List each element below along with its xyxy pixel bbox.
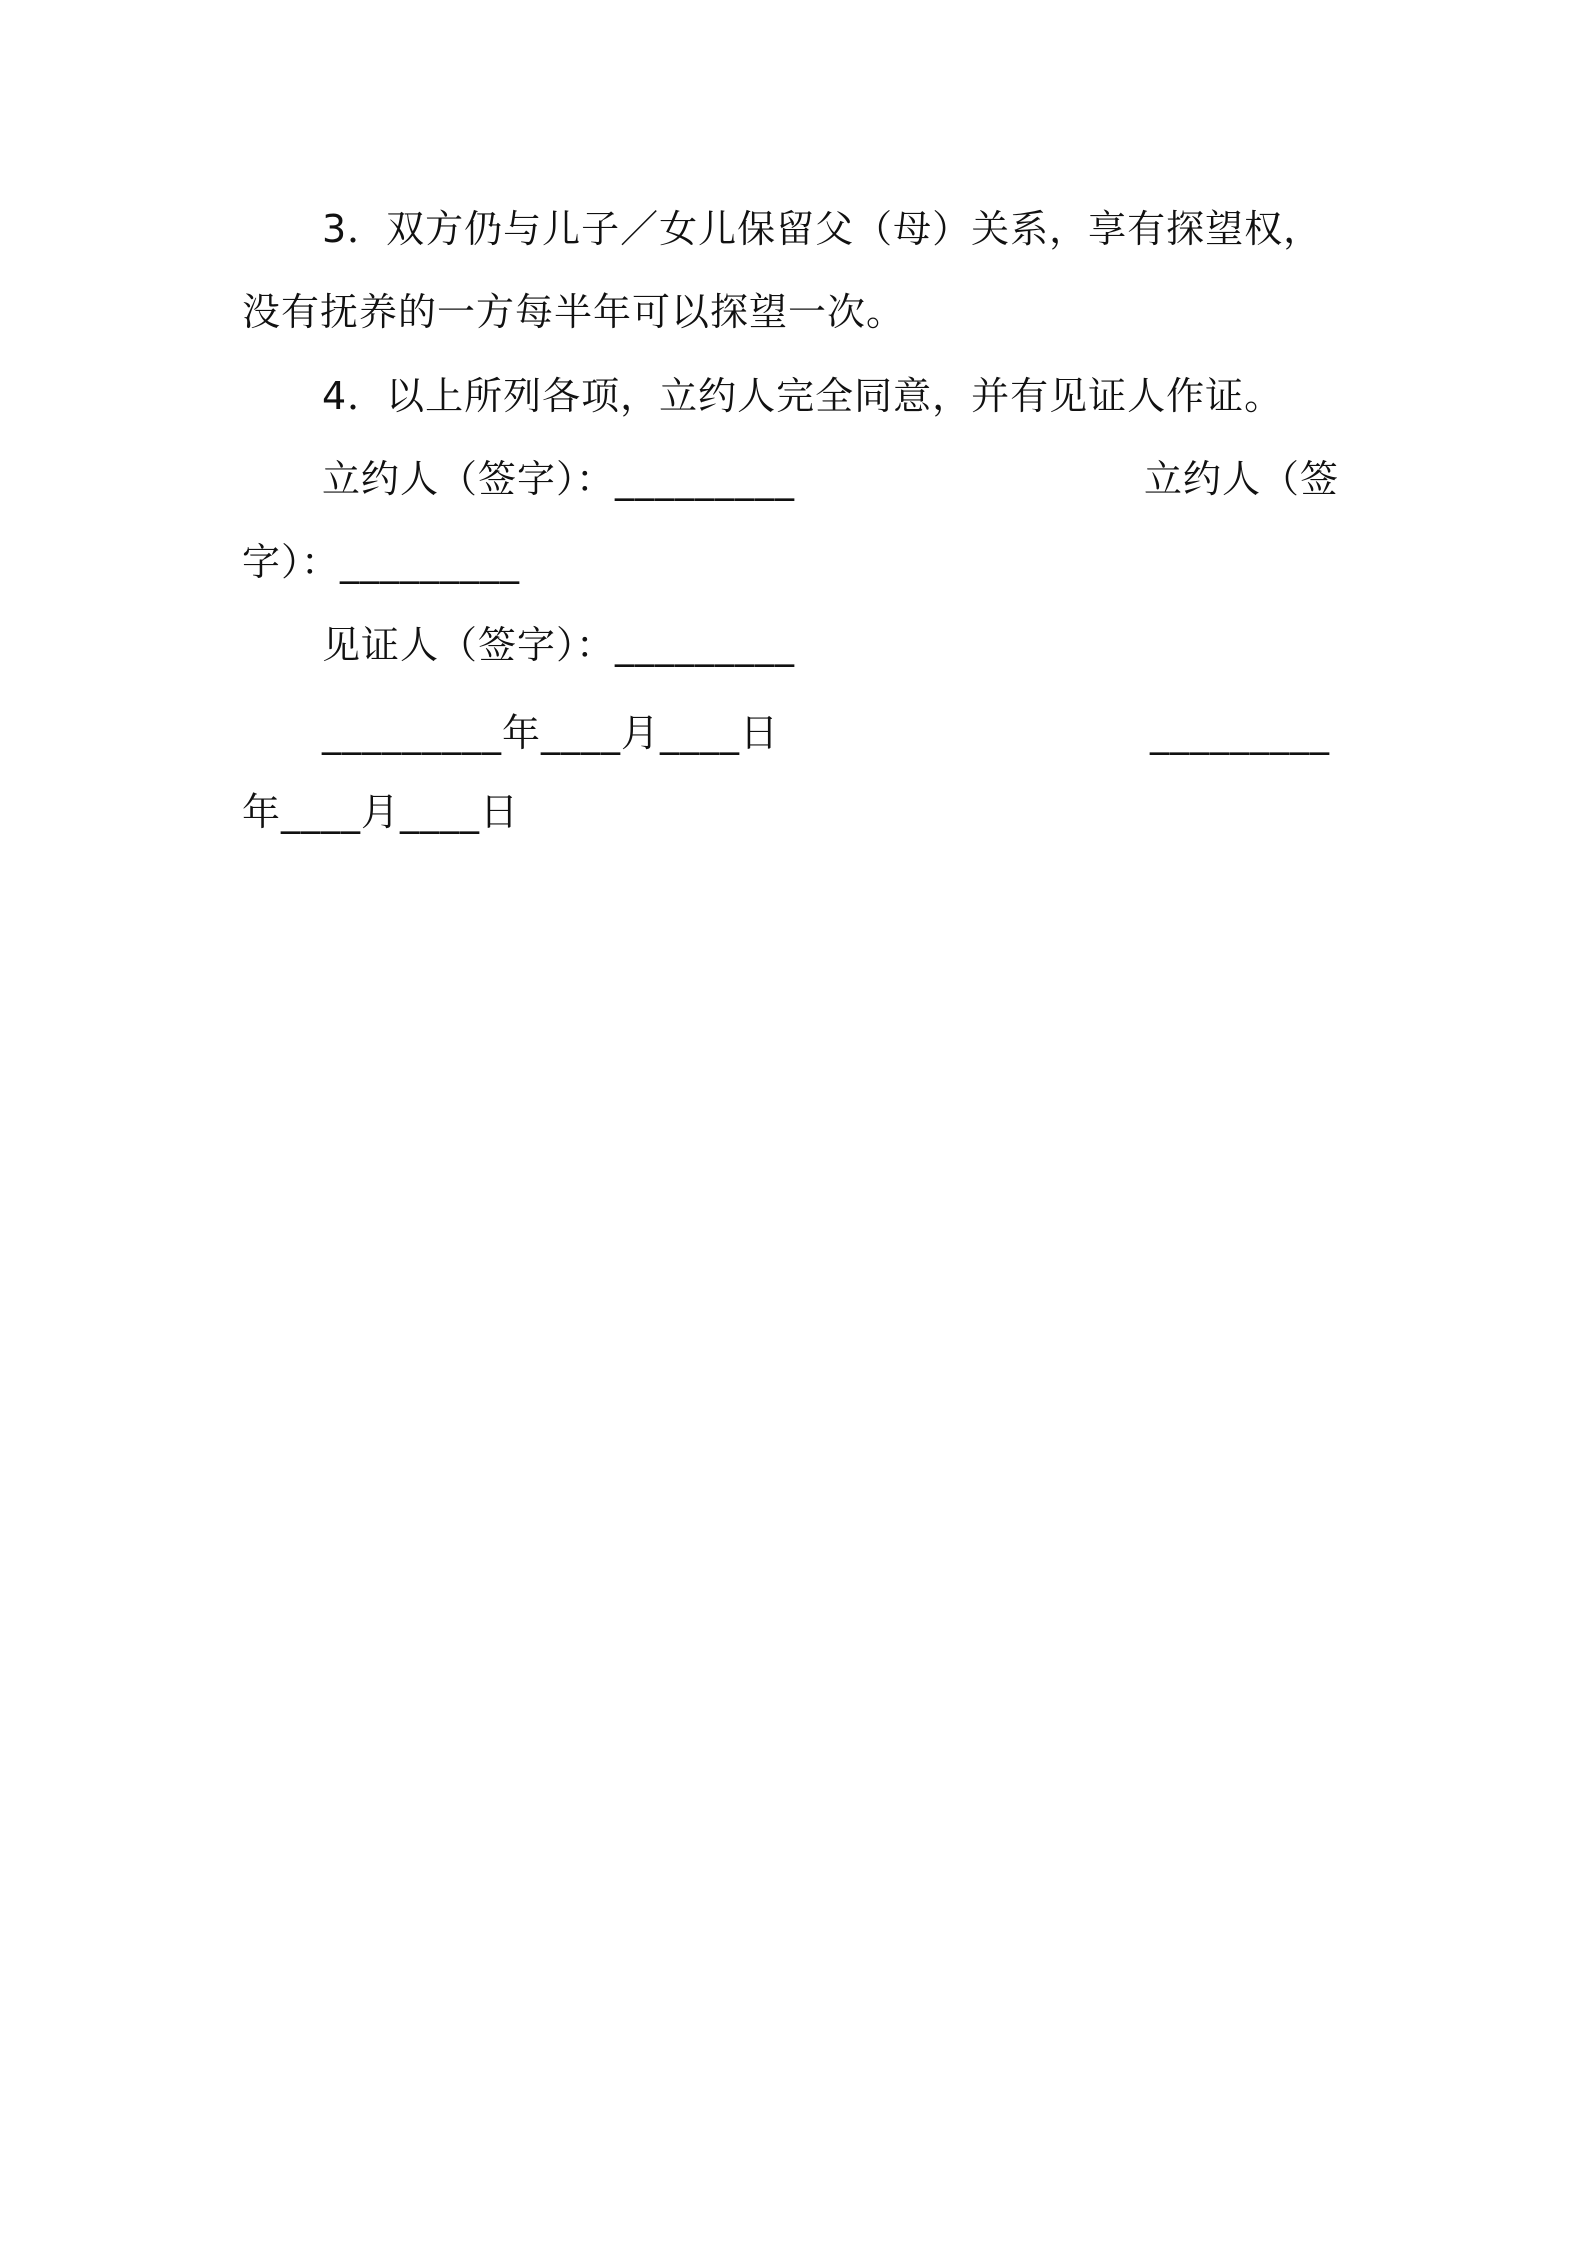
party-b-signature-label-start: 立约人（签 bbox=[1144, 457, 1340, 501]
clause-3-line-1: 3．双方仍与儿子／女儿保留父（母）关系，享有探望权， bbox=[322, 207, 1323, 251]
date-line-b-year-blank: _________ bbox=[1150, 711, 1330, 755]
date-line-a: _________年____月____日 bbox=[322, 711, 780, 755]
party-b-signature-label-end: 字）：_________ bbox=[242, 540, 521, 584]
date-line-b: 年____月____日 bbox=[242, 790, 520, 834]
witness-signature: 见证人（签字）：_________ bbox=[322, 623, 796, 667]
clause-3-line-2: 没有抚养的一方每半年可以探望一次。 bbox=[242, 290, 906, 334]
party-a-signature: 立约人（签字）：_________ bbox=[322, 457, 796, 501]
clause-4: 4．以上所列各项，立约人完全同意，并有见证人作证。 bbox=[322, 374, 1284, 418]
